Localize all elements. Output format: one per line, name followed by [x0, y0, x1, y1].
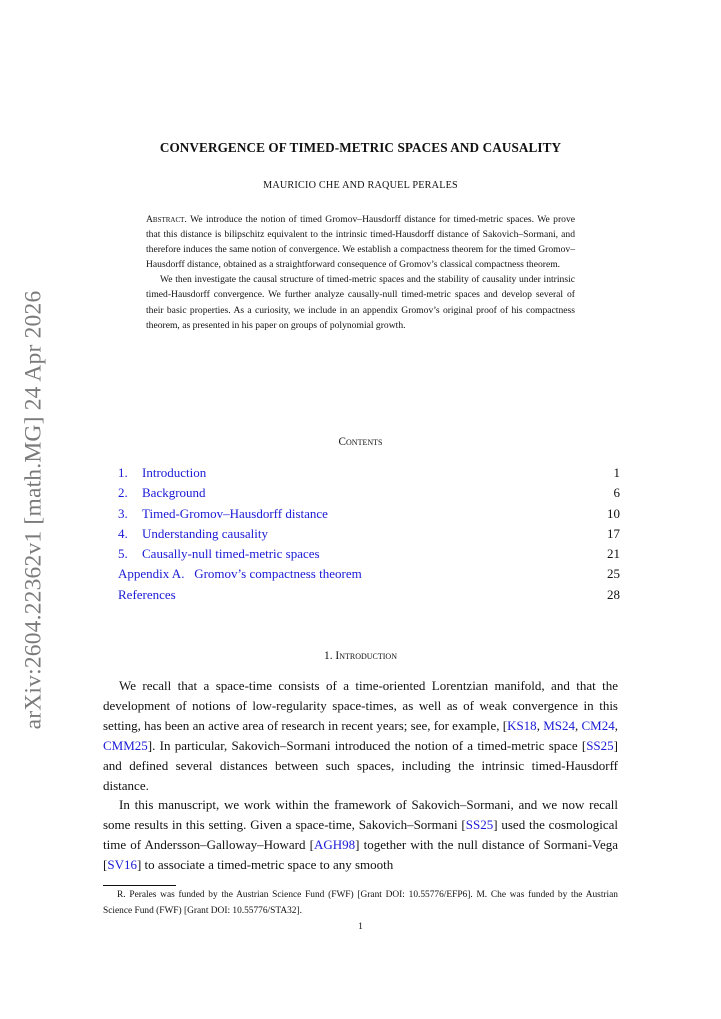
contents-heading: Contents [338, 436, 383, 448]
citation-link[interactable]: CM24 [581, 717, 615, 733]
toc-link-references[interactable]: References [118, 586, 176, 602]
section-heading-introduction [0, 650, 721, 662]
paper-authors: MAURICIO CHE AND RAQUEL PERALES [263, 180, 458, 191]
section-title: Introduction [335, 650, 397, 662]
citation-link[interactable]: KS18 [507, 717, 537, 733]
citation-link[interactable]: SS25 [586, 737, 614, 753]
arxiv-side-stamp [18, 280, 50, 740]
citation-link[interactable]: SS25 [465, 817, 494, 833]
funding-footnote [103, 887, 618, 920]
citation-link[interactable]: AGH98 [313, 837, 356, 853]
toc-link-understanding-causality[interactable]: 4. Understanding causality [118, 525, 268, 541]
body-paragraph-1: We recall that a space-time consists of a time-oriented Lorentzian manifold, and that the development of notions of low-regularity space-times, as well as of weak convergence in this setting, has been an active area of research in recent years; see, for example, [KS18, MS24, CM24, CMM25]. In particular, Sakovich–Sormani introduced the notion of a timed-metric space [SS25] and defined several distances between such spaces, including the intrinsic timed-Hausdorff distance. [103, 678, 618, 793]
citation-link[interactable]: SV16 [107, 857, 137, 873]
citation-link[interactable]: MS24 [543, 717, 575, 733]
toc-link-timed-gh-distance[interactable]: 3. Timed-Gromov–Hausdorff distance [118, 505, 328, 521]
toc-link-introduction[interactable]: 1. Introduction [118, 465, 207, 480]
toc-row-timed-gh-distance[interactable] [118, 504, 620, 524]
toc-row-introduction[interactable] [118, 463, 620, 483]
abstract-text-1: We introduce the notion of timed Gromov–Hausdorff distance for timed-metric spaces. We prove that this distance is bilipschitz equivalent to the intrinsic timed-Hausdorff distance of Sakovich–Sormani, and therefore induces the same notion of convergence. We establish a compactness theorem for the timed Gromov–Hausdorff distance, obtained as a straightforward consequence of Gromov’s classical compactness theorem. [146, 214, 575, 271]
abstract-label: Abstract. [146, 214, 187, 225]
toc-page-number: 1 [613, 465, 620, 480]
table-of-contents [118, 463, 620, 605]
footnote-rule [103, 885, 176, 886]
section-number: 1. [324, 650, 333, 662]
toc-row-appendix-a[interactable] [118, 564, 620, 584]
page-number: 1 [358, 921, 363, 932]
toc-link-causally-null[interactable]: 5. Causally-null timed-metric spaces [118, 546, 320, 562]
toc-row-causally-null[interactable] [118, 544, 620, 564]
paper-title: CONVERGENCE OF TIMED-METRIC SPACES AND CAUSALITY [159, 140, 562, 155]
abstract-paragraph-2: We then investigate the causal structure of timed-metric spaces and the stability of causality under intrinsic timed-Hausdorff convergence. We further analyze causally-null timed-metric spaces and develop several of their basic properties. As a curiosity, we include in an appendix Gromov’s original proof of his compactness theorem, as presented in his paper on groups of polynomial growth. [146, 274, 575, 331]
body-paragraph-2: In this manuscript, we work within the framework of Sakovich–Sormani, and we now recall some results in this setting. Given a space-time, Sakovich–Sormani [SS25] used the cosmological time of Andersson–Galloway–Howard [AGH98] together with the null distance of Sormani-Vega [SV16] to associate a timed-metric space to any smooth [103, 797, 618, 873]
introduction-body [103, 676, 618, 875]
toc-link-background[interactable]: 2. Background [118, 485, 206, 501]
toc-page-number: 25 [607, 566, 620, 582]
abstract-paragraph-1 [146, 212, 575, 272]
footnote-text: R. Perales was funded by the Austrian Science Fund (FWF) [Grant DOI: 10.55776/EFP6]. M. Che was funded by the Austrian Science Fund (FWF) [Grant DOI: 10.55776/STA32]. [103, 890, 618, 917]
toc-page-number: 10 [607, 505, 620, 521]
toc-row-background[interactable] [118, 483, 620, 503]
toc-row-understanding-causality[interactable] [118, 524, 620, 544]
toc-page-number: 21 [607, 546, 620, 562]
arxiv-identifier: arXiv:2604.22362v1 [math.MG] 24 Apr 2026 [20, 290, 47, 730]
toc-page-number: 17 [607, 525, 620, 541]
abstract [146, 212, 575, 333]
toc-page-number: 28 [607, 586, 620, 602]
toc-row-references[interactable] [118, 585, 620, 605]
citation-link[interactable]: CMM25 [103, 737, 148, 753]
toc-link-appendix-a[interactable]: Appendix A. Gromov’s compactness theorem [118, 566, 362, 582]
toc-page-number: 6 [613, 485, 620, 501]
